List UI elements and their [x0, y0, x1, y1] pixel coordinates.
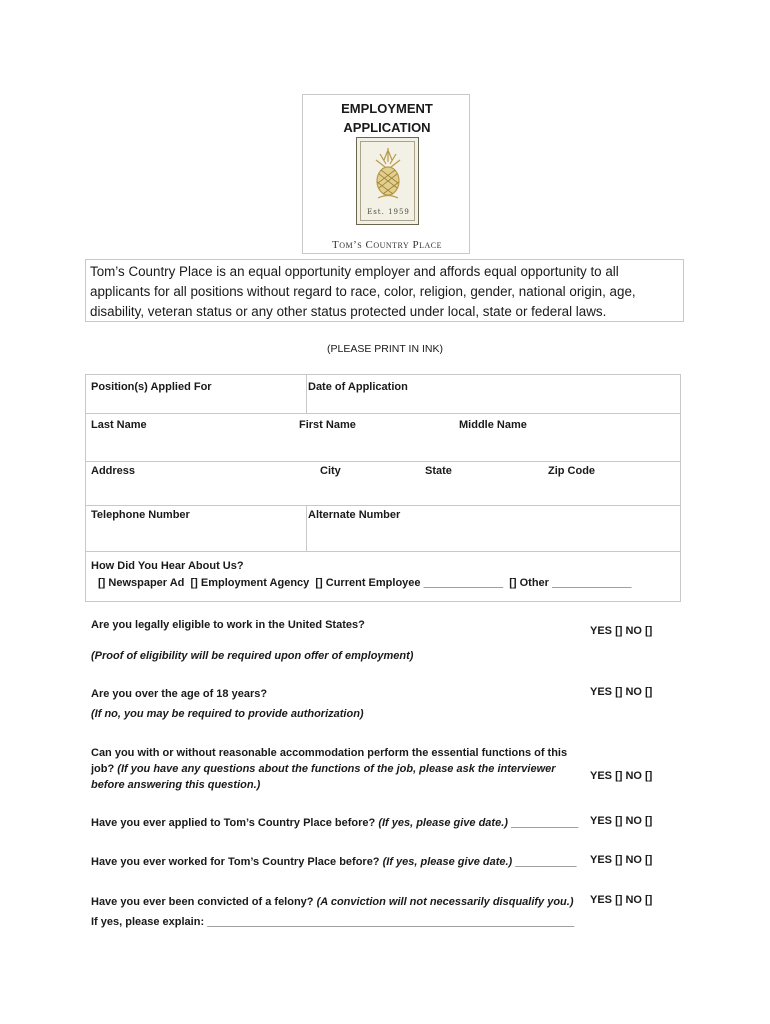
alternate-number-field[interactable]: Alternate Number	[308, 509, 401, 521]
how-did-you-hear-label: How Did You Hear About Us?	[91, 560, 244, 572]
middle-name-field[interactable]: Middle Name	[459, 419, 527, 431]
question-legal-eligibility: Are you legally eligible to work in the United States?	[91, 619, 365, 631]
note-felony: (A conviction will not necessarily disqualify you.)	[316, 896, 574, 908]
question-essential-functions-text: Can you with or without reasonable accommodation perform the essential functions of this job?	[91, 747, 568, 775]
row-divider	[86, 413, 680, 414]
column-divider	[306, 505, 307, 551]
column-divider	[306, 375, 307, 413]
question-age-18: Are you over the age of 18 years?	[91, 688, 268, 700]
felony-explain-label: If yes, please explain:	[91, 916, 205, 928]
question-felony	[91, 894, 574, 910]
answer-applied-before[interactable]: YES [] NO []	[590, 815, 653, 827]
row-divider	[86, 505, 680, 506]
first-name-field[interactable]: First Name	[299, 419, 356, 431]
eeo-statement: Tom’s Country Place is an equal opportunity employer and affords equal opportunity to all applicants for all positions without regard to race, color, religion, gender, national origin, age, disability, veteran status or any other status protected under local, state or federal laws.	[85, 259, 684, 322]
print-in-ink-note: (PLEASE PRINT IN INK)	[327, 343, 443, 355]
how-did-you-hear-options[interactable]: [] Newspaper Ad [] Employment Agency [] Current Employee _____________ [] Other _____________	[98, 577, 632, 589]
address-field[interactable]: Address	[91, 465, 136, 477]
applied-before-date-blank[interactable]: ___________	[511, 817, 579, 829]
note-age-18: (If no, you may be required to provide authorization)	[91, 708, 364, 720]
logo-frame	[360, 141, 415, 221]
felony-explain-line	[91, 914, 574, 930]
answer-legal-eligibility[interactable]: YES [] NO []	[590, 625, 653, 637]
zip-code-field[interactable]: Zip Code	[548, 465, 596, 477]
pineapple-icon	[368, 146, 408, 204]
date-of-application-field[interactable]: Date of Application	[308, 381, 408, 393]
header-box	[302, 94, 470, 254]
brand-name: Tom’s Country Place	[332, 239, 442, 251]
company-logo	[356, 137, 419, 225]
worked-before-date-blank[interactable]: __________	[515, 856, 577, 868]
telephone-number-field[interactable]: Telephone Number	[91, 509, 190, 521]
positions-applied-field[interactable]: Position(s) Applied For	[91, 381, 212, 393]
note-essential-functions: (If you have any questions about the functions of the job, please ask the interviewer before answering this question.)	[91, 763, 556, 791]
question-essential-functions	[91, 745, 571, 793]
title-line-1: EMPLOYMENT	[341, 101, 433, 116]
city-field[interactable]: City	[320, 465, 341, 477]
question-applied-before	[91, 815, 578, 831]
state-field[interactable]: State	[425, 465, 452, 477]
question-felony-text: Have you ever been convicted of a felony?	[91, 896, 314, 908]
felony-explain-blank[interactable]: ____________________________________________________________	[207, 916, 575, 928]
question-worked-before	[91, 854, 576, 870]
question-applied-before-text: Have you ever applied to Tom’s Country Place before?	[91, 817, 376, 829]
question-worked-before-text: Have you ever worked for Tom’s Country Place before?	[91, 856, 380, 868]
note-worked-before: (If yes, please give date.)	[382, 856, 513, 868]
note-applied-before: (If yes, please give date.)	[378, 817, 508, 829]
row-divider	[86, 461, 680, 462]
last-name-field[interactable]: Last Name	[91, 419, 147, 431]
answer-felony[interactable]: YES [] NO []	[590, 894, 653, 906]
answer-essential-functions[interactable]: YES [] NO []	[590, 770, 653, 782]
applicant-info-form	[85, 374, 681, 602]
row-divider	[86, 551, 680, 552]
title-line-2: APPLICATION	[343, 120, 431, 135]
note-legal-eligibility: (Proof of eligibility will be required upon offer of employment)	[91, 650, 414, 662]
answer-age-18[interactable]: YES [] NO []	[590, 686, 653, 698]
answer-worked-before[interactable]: YES [] NO []	[590, 854, 653, 866]
logo-established-text: Est. 1959	[367, 208, 410, 216]
